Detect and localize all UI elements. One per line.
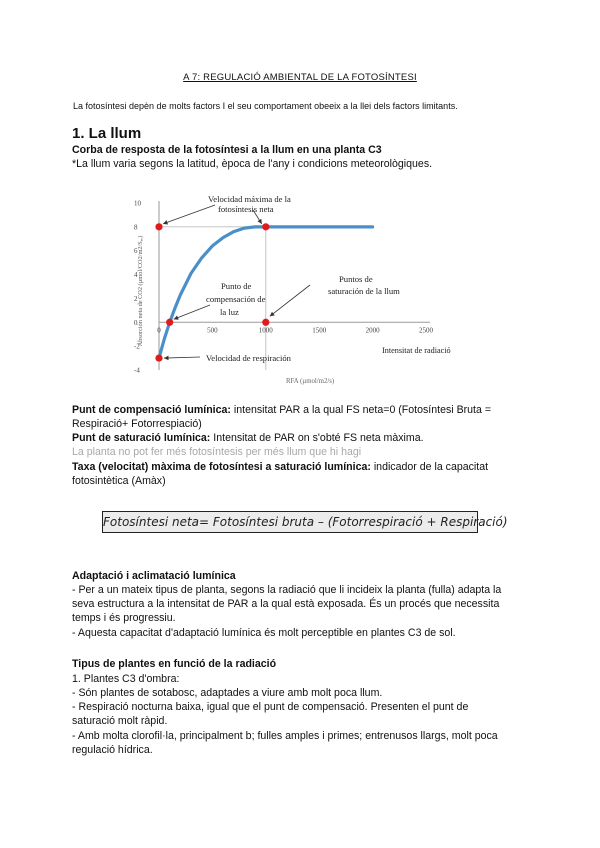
arrow-respiration-head [164, 356, 169, 361]
adaptation-line: temps i és progressiu. [72, 612, 176, 624]
adaptation-heading: Adaptació i aclimatació lumínica [72, 570, 236, 582]
y-axis-label [137, 236, 144, 347]
x-axis-label-extra: Intensitat de radiació [382, 346, 451, 355]
y-tick-label: 6 [134, 247, 138, 256]
compensation-point-def [72, 403, 491, 417]
y-tick-label: -4 [134, 366, 140, 375]
plant-types-line: - Amb molta clorofil·la, principalment b; fulles amples i primes; entrenusos llargs, molt poca [72, 730, 498, 742]
key-point [262, 319, 269, 326]
chart-annotation: la luz [220, 307, 239, 317]
max-rate-def [72, 460, 488, 474]
adaptation-line: - Aquesta capacitat d'adaptació lumínica és molt perceptible en plantes C3 de sol. [72, 627, 456, 639]
saturation-point-label: Punt de saturació lumínica: [72, 432, 211, 444]
max-rate-text: indicador de la capacitat [370, 461, 489, 473]
max-rate-label: Taxa (velocitat) màxima de fotosíntesi a saturació lumínica: [72, 461, 371, 473]
chart-annotation: Velocidad máxima de la [208, 194, 291, 204]
x-tick-label: 1000 [258, 326, 273, 335]
compensation-point-text: intensitat PAR a la qual FS neta=0 (Fotosíntesi Bruta = [230, 404, 492, 416]
light-note: *La llum varia segons la latitud, època de l'any i condicions meteorològiques. [72, 158, 433, 170]
compensation-point-label: Punt de compensació lumínica: [72, 404, 231, 416]
saturation-point-text: Intensitat de PAR on s'obté FS neta màxima. [210, 432, 424, 444]
plant-types-line: 1. Plantes C3 d'ombra: [72, 673, 180, 685]
x-tick-label: 2500 [419, 326, 433, 335]
x-tick-label: 2000 [365, 326, 380, 335]
key-point [155, 354, 162, 361]
saturation-point-def [72, 431, 424, 445]
plant-types-heading: Tipus de plantes en funció de la radiació [72, 658, 277, 670]
saturation-note: La planta no pot fer més fotosíntesis per més llum que hi hagi [72, 446, 362, 458]
y-tick-label: 10 [134, 199, 141, 208]
adaptation-line: seva estructura a la intensitat de PAR a la qual està exposada. És un procés que necessita [72, 598, 500, 610]
arrow-saturation-head [270, 312, 275, 317]
y-tick-label: -2 [134, 342, 140, 351]
arrow-compensation [174, 305, 210, 319]
key-point [155, 223, 162, 230]
arrow-max-rate-left [163, 205, 215, 224]
chart-annotation: Punto de [221, 281, 252, 291]
y-tick-label: 8 [134, 223, 138, 232]
y-tick-label: 2 [134, 294, 138, 303]
plant-types-line: saturació molt ràpid. [72, 715, 168, 727]
document-title: A 7: REGULACIÓ AMBIENTAL DE LA FOTOSÍNTESI [183, 72, 417, 83]
x-tick-label: 500 [207, 326, 218, 335]
light-response-chart [120, 185, 500, 390]
section-heading: 1. La llum [72, 125, 142, 142]
plant-types-line: regulació hídrica. [72, 744, 153, 756]
x-axis-label: RFA (µmol/m2/s) [286, 378, 335, 385]
chart-annotation: fotosíntesis neta [218, 204, 274, 214]
intro-paragraph: La fotosíntesi depèn de molts factors I el seu comportament obeeix a la llei dels factors limitants. [73, 101, 458, 111]
plant-types-line: - Són plantes de sotabosc, adaptades a viure amb molt poca llum. [72, 687, 383, 699]
y-axis-label-text: Absorción neta de CO2 (µmol/CO2/m2/Sₑₒ) [137, 235, 144, 347]
chart-annotation: compensación de [206, 294, 266, 304]
arrow-saturation [270, 285, 310, 316]
chart-annotation: Velocidad de respiración [206, 353, 291, 363]
key-point [166, 319, 173, 326]
y-tick-label: 4 [134, 271, 138, 280]
key-point [262, 223, 269, 230]
chart-annotation: saturación de la llum [328, 286, 400, 296]
max-rate-text-2: fotosintètica (Amàx) [72, 475, 166, 487]
chart-annotation: Puntos de [339, 274, 373, 284]
plant-types-line: - Respiració nocturna baixa, igual que el punt de compensació. Presenten el punt de [72, 701, 469, 713]
x-tick-label: 1500 [312, 326, 327, 335]
x-tick-label: 0 [157, 326, 161, 335]
net-photosynthesis-formula: Fotosíntesi neta= Fotosíntesi bruta – (Fotorrespiració + Respiració) [102, 511, 478, 533]
compensation-point-text-2: Respiració+ Fotorrespiació) [72, 418, 202, 430]
arrow-respiration [164, 357, 200, 358]
chart-subheading: Corba de resposta de la fotosíntesi a la llum en una planta C3 [72, 144, 382, 156]
arrow-max-rate-right-head [257, 219, 261, 224]
y-tick-label: 0 [134, 318, 138, 327]
adaptation-line: - Per a un mateix tipus de planta, segons la radiació que li incideix la planta (fulla) adapta la [72, 584, 502, 596]
